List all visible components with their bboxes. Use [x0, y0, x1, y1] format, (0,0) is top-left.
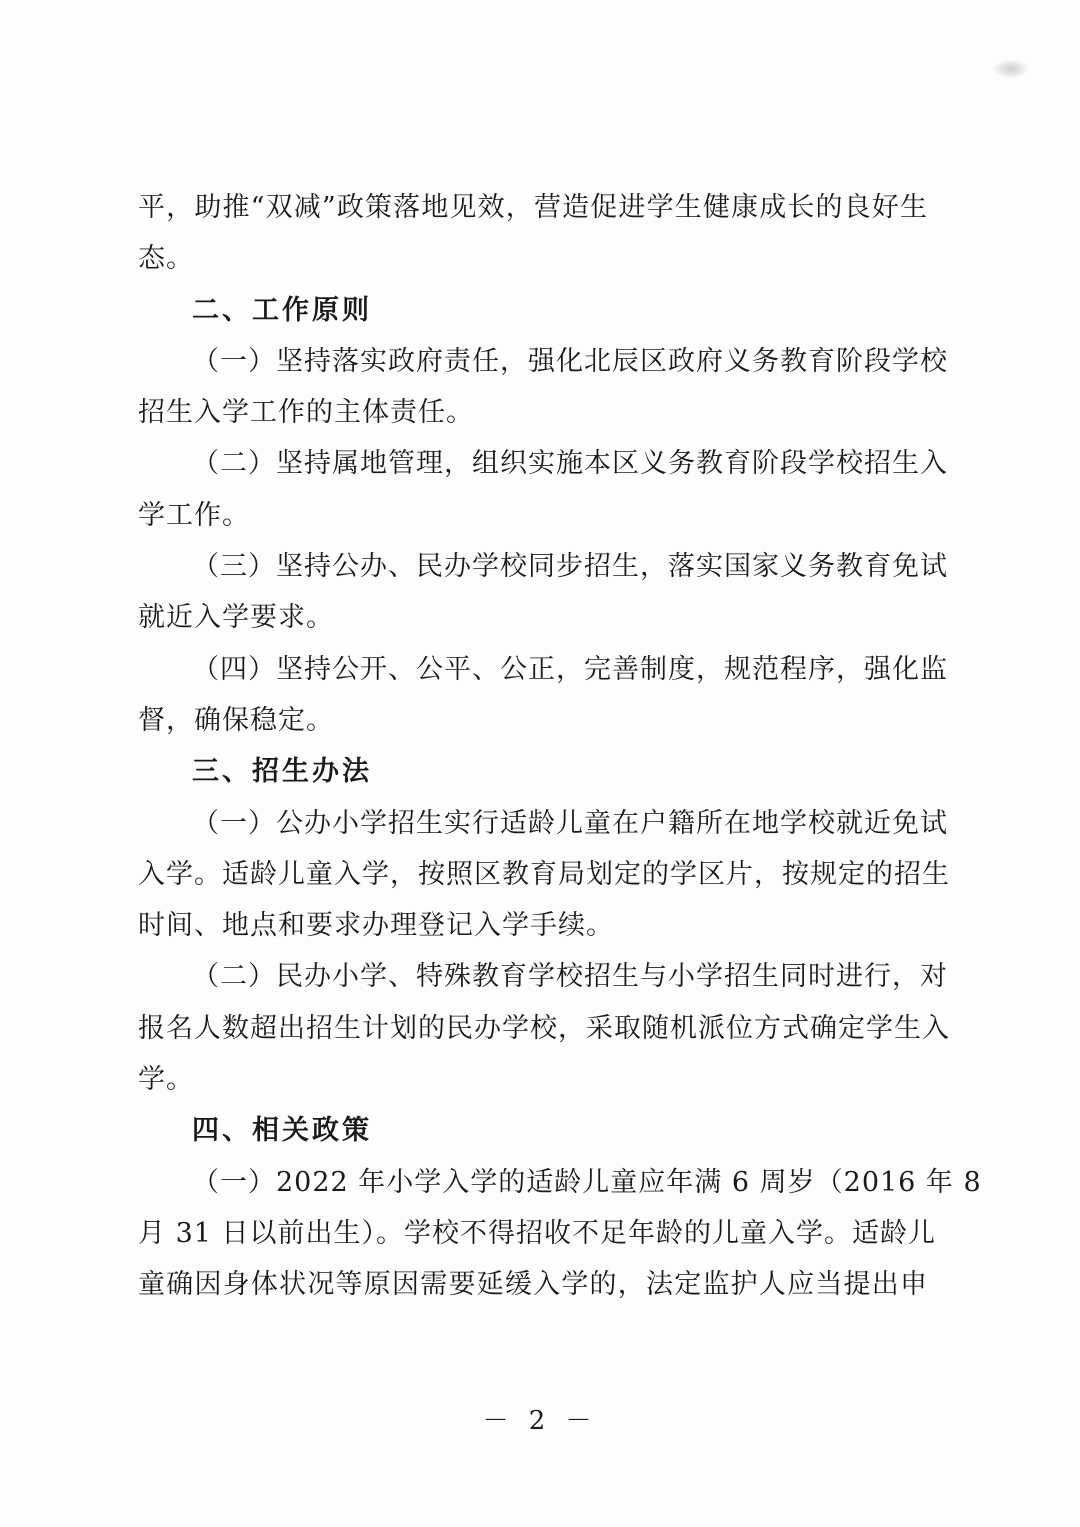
page-number: － 2 － — [482, 1406, 598, 1436]
section-heading-principles: 二、工作原则 — [192, 294, 372, 326]
paragraph-line: 就近入学要求。 — [138, 602, 334, 634]
paragraph-line: 学工作。 — [138, 499, 250, 531]
paragraph-line: 平，助推“双减”政策落地见效，营造促进学生健康成长的良好生 — [138, 192, 928, 223]
scan-smudge — [994, 60, 1028, 78]
paragraph-line: （二）坚持属地管理，组织实施本区义务教育阶段学校招生入 — [192, 448, 948, 480]
paragraph-line: 报名人数超出招生计划的民办学校，采取随机派位方式确定学生入 — [138, 1012, 950, 1044]
paragraph-line: 督，确保稳定。 — [138, 704, 334, 736]
paragraph-line: 态。 — [138, 243, 194, 275]
paragraph-line: 招生入学工作的主体责任。 — [138, 397, 474, 429]
paragraph-line: （三）坚持公办、民办学校同步招生，落实国家义务教育免试 — [192, 551, 948, 583]
paragraph-line: 童确因身体状况等原因需要延缓入学的，法定监护人应当提出申 — [138, 1269, 928, 1301]
section-heading-enrollment-method: 三、招生办法 — [192, 756, 372, 788]
paragraph-line: （四）坚持公开、公平、公正，完善制度，规范程序，强化监 — [192, 653, 948, 685]
paragraph-line: （一）公办小学招生实行适龄儿童在户籍所在地学校就近免试 — [192, 807, 948, 839]
paragraph-line: 月 31 日以前出生）。学校不得招收不足年龄的儿童入学。适龄儿 — [138, 1217, 937, 1249]
paragraph-line: 时间、地点和要求办理登记入学手续。 — [138, 910, 614, 942]
section-heading-policies: 四、相关政策 — [192, 1115, 372, 1147]
document-body — [138, 182, 982, 1311]
paragraph-line: 入学。适龄儿童入学，按照区教育局划定的学区片，按规定的招生 — [138, 858, 950, 890]
paragraph-line: 学。 — [138, 1064, 194, 1096]
paragraph-line: （一）坚持落实政府责任，强化北辰区政府义务教育阶段学校 — [192, 345, 948, 377]
paragraph-line: （一）2022 年小学入学的适龄儿童应年满 6 周岁（2016 年 8 — [192, 1166, 982, 1198]
paragraph-line: （二）民办小学、特殊教育学校招生与小学招生同时进行，对 — [192, 961, 948, 993]
